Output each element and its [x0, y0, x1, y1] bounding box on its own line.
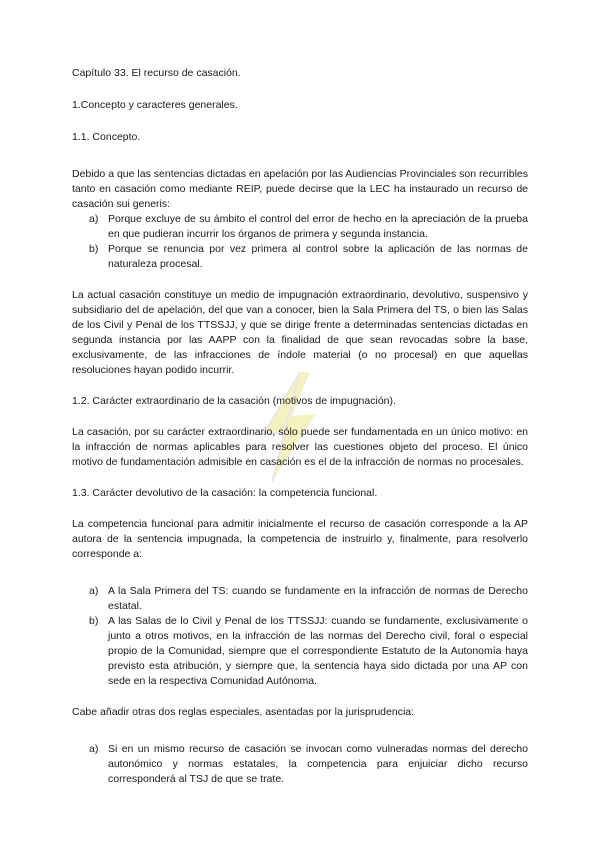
paragraph-definition: La actual casación constituye un medio de impugnación extraordinario, devolutivo, suspensivo y subsidiario del de apelación, del que van a conocer, bien la Sala Primera del TS, o bien las Salas de los Civil y Penal de los TTSSJJ, y que se dirige frente a determinadas sentencias dictadas en segunda instancia por las AAPP con la finalidad de que sean revocadas sobre la base, exclusivamente, de las infracciones de índole material (o no procesal) en que aquellas resoluciones hayan podido incurrir. [72, 289, 528, 376]
section-heading-1-3: 1.3. Carácter devolutivo de la casación: la competencia funcional. [72, 487, 378, 499]
list-competence [72, 584, 528, 689]
list-item: a) Porque excluye de su ámbito el control del error de hecho en la apreciación de la prueba en que pudieran incurrir los órganos de primera y segunda instancia. [89, 213, 528, 240]
paragraph-extraordinary: La casación, por su carácter extraordinario, sólo puede ser fundamentada en un único motivo: en la infracción de normas aplicables para resolver las cuestiones objeto del proceso. El único motivo de fundamentación admisible en casación es el de la infracción de normas no procesales. [72, 426, 528, 468]
paragraph-competence: La competencia funcional para admitir inicialmente el recurso de casación corresponde a la AP autora de la sentencia impugnada, la competencia de instruirlo y, finalmente, para resolverlo corresponde a: [72, 518, 528, 560]
section-heading-1: 1.Concepto y caracteres generales. [72, 99, 238, 111]
list-item: b) Porque se renuncia por vez primera al control sobre la aplicación de las normas de naturaleza procesal. [89, 243, 528, 270]
list-reasons [72, 212, 528, 272]
section-heading-1-2: 1.2. Carácter extraordinario de la casación (motivos de impugnación). [72, 395, 396, 407]
list-item: a) A la Sala Primera del TS: cuando se fundamente en la infracción de normas de Derecho estatal. [89, 585, 528, 612]
list-item: a) Si en un mismo recurso de casación se invocan como vulneradas normas del derecho autonómico y normas estatales, la competencia para enjuiciar dicho recurso corresponderá al TSJ de que se trate. [89, 743, 528, 785]
chapter-title: Capítulo 33. El recurso de casación. [72, 67, 241, 79]
list-special-rules [72, 742, 528, 787]
section-heading-1-1: 1.1. Concepto. [72, 131, 141, 143]
list-item: b) A las Salas de lo Civil y Penal de los TTSSJJ: cuando se fundamente, exclusivamente o junto a otros motivos, en la infracción de las normas del Derecho civil, foral o especial propio de la Comunidad, siempre que el correspondiente Estatuto de la Autonomía haya previsto esta atribución, y siempre que, la sentencia haya sido dictada por una AP con sede en la respectiva Comunidad Autónoma. [89, 615, 528, 687]
paragraph-concept: Debido a que las sentencias dictadas en apelación por las Audiencias Provinciales son recurribles tanto en casación como mediante REIP, puede decirse que la LEC ha instaurado un recurso de casación sui generis: [72, 168, 528, 210]
document-page [72, 66, 528, 787]
paragraph-special-rules: Cabe añadir otras dos reglas especiales, asentadas por la jurisprudencia: [72, 706, 415, 718]
